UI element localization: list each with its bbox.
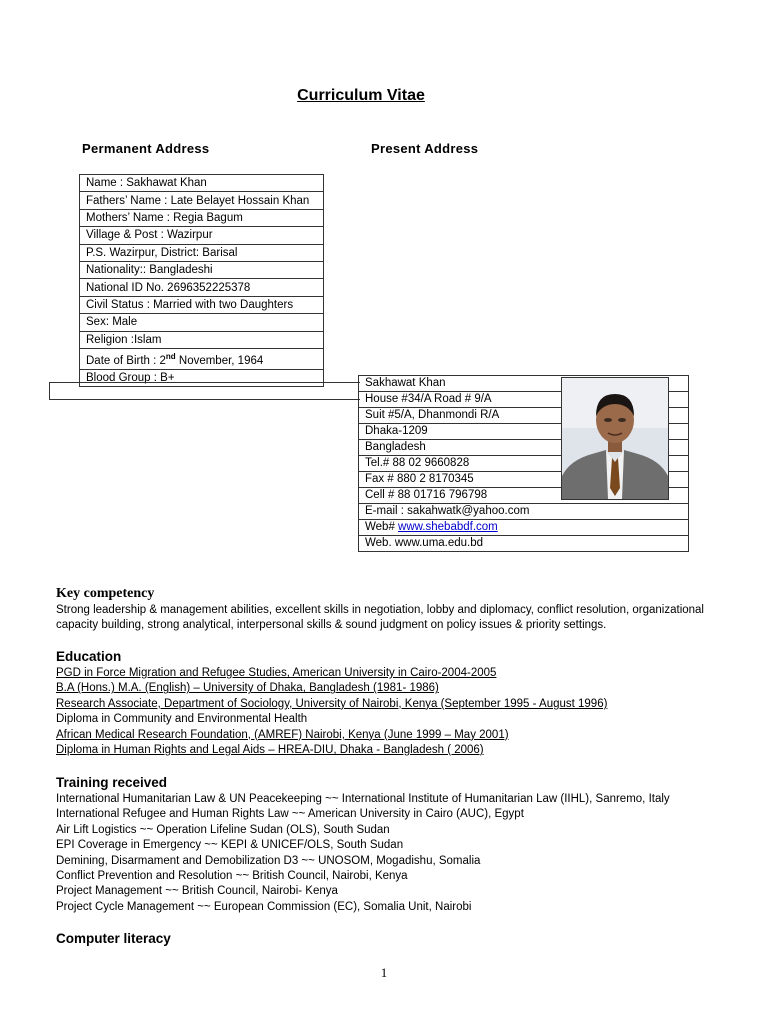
key-competency-text <box>56 603 704 634</box>
permanent-address-row: Village & Post : Wazirpur <box>80 227 324 244</box>
computer-literacy-heading: Computer literacy <box>56 931 171 946</box>
education-item: African Medical Research Foundation, (AMREF) Nairobi, Kenya (June 1999 – May 2001) <box>56 728 509 741</box>
training-item: Demining, Disarmament and Demobilization D3 ~~ UNOSOM, Mogadishu, Somalia <box>56 854 481 867</box>
permanent-address-row: Nationality:: Bangladeshi <box>80 261 324 278</box>
present-address-row: Suit #5/A, Dhanmondi R/A <box>359 408 689 424</box>
education-item: B.A (Hons.) M.A. (English) – University of Dhaka, Bangladesh (1981- 1986) <box>56 682 439 695</box>
profile-photo <box>561 377 669 500</box>
training-heading: Training received <box>56 775 168 790</box>
training-item: Air Lift Logistics ~~ Operation Lifeline Sudan (OLS), South Sudan <box>56 823 390 836</box>
training-item: Project Management ~~ British Council, Nairobi- Kenya <box>56 885 338 898</box>
permanent-address-row: Sex: Male <box>80 314 324 331</box>
web-row-1: Web# www.shebabdf.com <box>359 520 689 536</box>
present-address-row: Tel.# 88 02 9660828 <box>359 456 689 472</box>
permanent-address-row: P.S. Wazirpur, District: Barisal <box>80 244 324 261</box>
education-item: Diploma in Human Rights and Legal Aids – HREA-DIU, Dhaka - Bangladesh ( 2006) <box>56 744 484 757</box>
permanent-address-row: Name : Sakhawat Khan <box>80 175 324 192</box>
permanent-address-row: Religion :Islam <box>80 331 324 348</box>
training-item: Project Cycle Management ~~ European Commission (EC), Somalia Unit, Nairobi <box>56 900 472 913</box>
present-address-row: Fax # 880 2 8170345 <box>359 472 689 488</box>
education-item: Diploma in Community and Environmental Health <box>56 713 308 726</box>
key-competency-heading: Key competency <box>56 586 155 601</box>
education-list <box>56 666 607 758</box>
present-address-row: Cell # 88 01716 796798 <box>359 488 689 504</box>
education-item: Research Associate, Department of Sociology, University of Nairobi, Kenya (September 1995 - August 1996) <box>56 697 608 710</box>
training-item: Conflict Prevention and Resolution ~~ British Council, Nairobi, Kenya <box>56 870 408 883</box>
key-competency-line: Strong leadership & management abilities, excellent skills in negotiation, lobby and diplomacy, conflict resolution, organizational <box>56 604 704 616</box>
permanent-address-table <box>79 174 324 387</box>
present-address-row: Sakhawat Khan <box>359 376 689 392</box>
document-title: Curriculum Vitae <box>297 87 425 104</box>
permanent-address-row: Fathers’ Name : Late Belayet Hossain Khan <box>80 192 324 209</box>
key-competency-line: capacity building, strong analytical, interpersonal skills & sound judgment on policy issues & priority settings. <box>56 619 607 632</box>
blood-group-row: Blood Group : B+ <box>80 369 324 386</box>
present-address-heading: Present Address <box>371 141 479 156</box>
email-row: E-mail : sakahwatk@yahoo.com <box>359 504 689 520</box>
website-link[interactable]: www.shebabdf.com <box>398 521 498 533</box>
present-address-row: House #34/A Road # 9/A <box>359 392 689 408</box>
present-address-row: Bangladesh <box>359 440 689 456</box>
training-item: International Humanitarian Law & UN Peacekeeping ~~ International Institute of Humanitarian Law (IIHL), Sanremo, Italy <box>56 793 670 805</box>
education-item: PGD in Force Migration and Refugee Studies, American University in Cairo-2004-2005 <box>56 667 497 679</box>
permanent-address-heading: Permanent Address <box>82 141 210 156</box>
training-item: International Refugee and Human Rights Law ~~ American University in Cairo (AUC), Egypt <box>56 808 524 821</box>
present-address-row: Dhaka-1209 <box>359 424 689 440</box>
page-number: 1 <box>380 965 388 980</box>
training-list <box>56 792 670 915</box>
permanent-address-row: Civil Status : Married with two Daughters <box>80 296 324 313</box>
training-item: EPI Coverage in Emergency ~~ KEPI & UNICEF/OLS, South Sudan <box>56 839 404 852</box>
stray-table-line <box>49 382 360 400</box>
web-row-2: Web. www.uma.edu.bd <box>359 536 689 552</box>
permanent-address-row: Mothers’ Name : Regia Bagum <box>80 209 324 226</box>
permanent-address-row: National ID No. 2696352225378 <box>80 279 324 296</box>
date-of-birth-row: Date of Birth : 2nd November, 1964 <box>80 348 324 369</box>
education-heading: Education <box>56 649 122 664</box>
